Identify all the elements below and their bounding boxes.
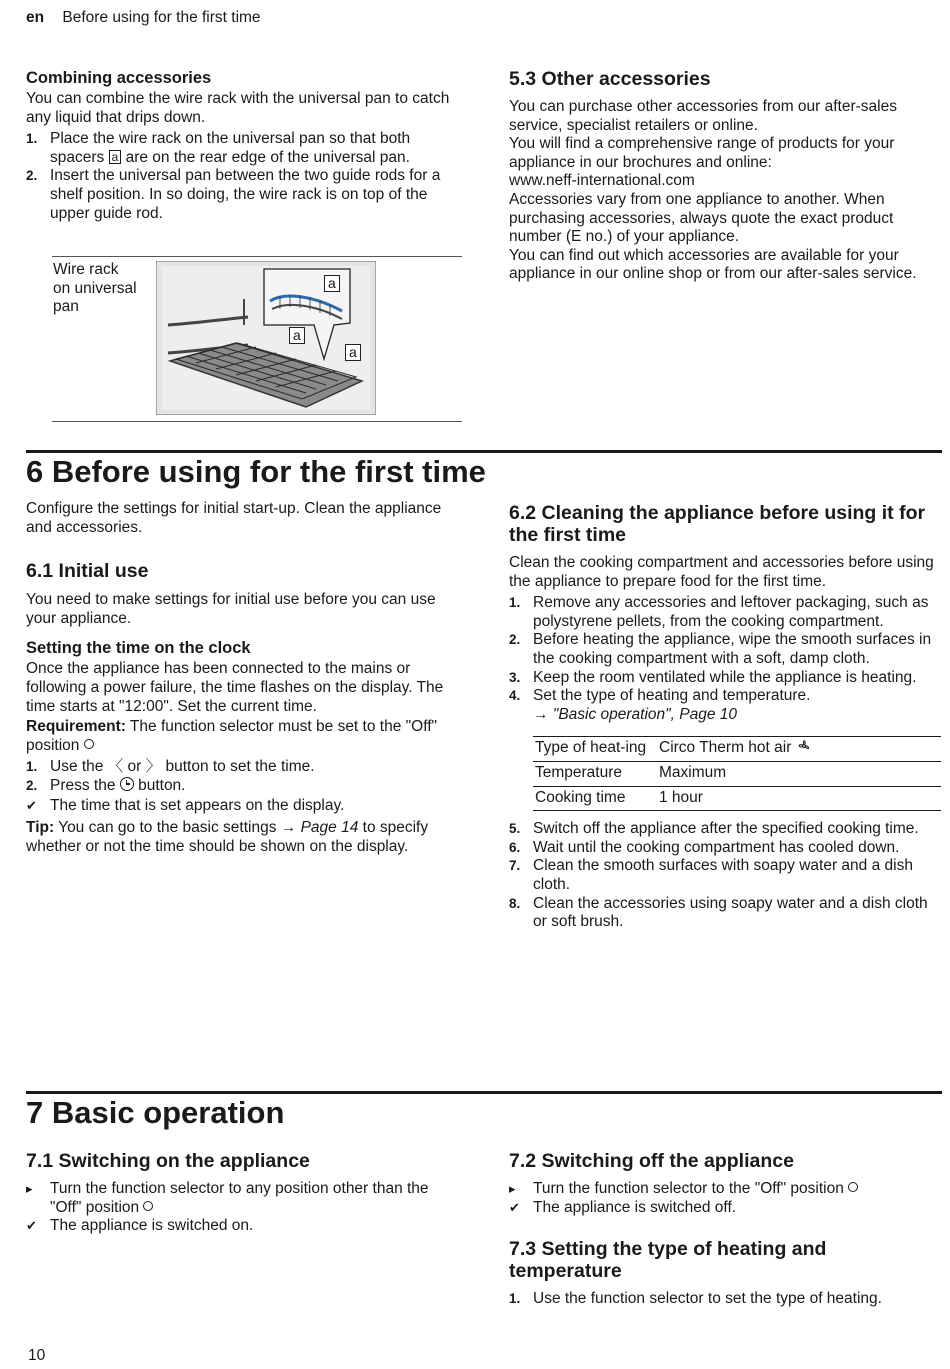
table-row: [533, 786, 941, 811]
step-text: Use the: [50, 758, 108, 776]
result-text: The appliance is switched on.: [50, 1217, 254, 1235]
checkmark-icon: ✔: [509, 1199, 520, 1215]
chapter-divider: [26, 450, 942, 453]
step-text: are on the rear edge of the universal pan.: [121, 148, 410, 166]
list-item: [509, 839, 939, 858]
step-text: Set the type of heating and temperature.: [533, 687, 811, 705]
step-text: Place the wire rack on the universal pan so that both spacers: [50, 130, 411, 166]
off-circle-icon: [143, 1201, 153, 1211]
table-row: [533, 761, 941, 786]
table-cell-value: Maximum: [657, 761, 941, 786]
step-text: Use the function selector to set the type of heating.: [533, 1290, 882, 1308]
section-heading: 7.1 Switching on the appliance: [26, 1150, 310, 1172]
step-text: Clean the smooth surfaces with soapy water and a dish cloth.: [533, 857, 913, 893]
running-title: Before using for the first time: [62, 9, 261, 26]
result-text: The appliance is switched off.: [533, 1198, 737, 1216]
action-text: Turn the function selector to the "Off" position: [533, 1180, 849, 1197]
section-heading: 7.3 Setting the type of heating and temperature: [509, 1238, 827, 1283]
paragraph: You can combine the wire rack with the universal pan to catch any liquid that drips down.: [26, 90, 450, 126]
list-item: [26, 797, 456, 816]
off-circle-icon: [84, 739, 94, 749]
paragraph: Accessories vary from one appliance to another. When purchasing accessories, always quote the exact product number (E no.) of your appliance.: [509, 190, 894, 246]
checkmark-icon: ✔: [26, 797, 37, 813]
tip-text: You can go to the basic settings: [54, 819, 281, 837]
list-item: [26, 130, 456, 167]
list-item: [26, 758, 456, 777]
arrow-left-icon: 〈: [107, 758, 124, 776]
step-number: 8.: [509, 895, 521, 911]
callout-label-a: a: [289, 327, 305, 344]
paragraph: You can purchase other accessories from our after-sales service, specialist retailers or online.: [509, 98, 897, 134]
cross-reference: [533, 706, 939, 725]
step-text: Switch off the appliance after the specified cooking time.: [533, 820, 919, 838]
list-item: [509, 687, 939, 724]
section-heading: Combining accessories: [26, 69, 212, 87]
list-item: [26, 167, 456, 223]
wire-rack-illustration: [156, 261, 376, 415]
paragraph: You can find out which accessories are available for your appliance in our online shop or from our after-sales service.: [509, 246, 917, 283]
table-cell-key: Temperature: [533, 761, 657, 786]
arrow-right-icon: 〉: [145, 758, 162, 776]
step-text: button to set the time.: [161, 758, 315, 776]
list-item: [509, 895, 939, 932]
triangle-bullet-icon: ▸: [26, 1181, 33, 1196]
list-item: [509, 1180, 939, 1199]
step-number: 3.: [509, 669, 521, 685]
list-item: [26, 1217, 456, 1236]
list-item: [26, 777, 456, 796]
step-number: 1.: [26, 759, 38, 775]
steps-list: [26, 758, 456, 795]
step-text: button.: [133, 776, 186, 794]
step-number: 2.: [26, 777, 38, 793]
arrow-reference-icon: →: [280, 819, 297, 837]
clock-icon: [120, 777, 134, 791]
step-number: 1.: [509, 595, 521, 611]
step-text: Before heating the appliance, wipe the smooth surfaces in the cooking compartment with a soft, damp cloth.: [533, 631, 932, 667]
step-text: Remove any accessories and leftover packaging, such as polystyrene pellets, from the cooking compartment.: [533, 594, 929, 630]
result-text: The time that is set appears on the display.: [50, 796, 345, 814]
step-number: 7.: [509, 858, 521, 874]
action-list: [26, 1180, 456, 1236]
checkmark-icon: ✔: [26, 1218, 37, 1234]
spacer-marker: a: [109, 150, 122, 164]
list-item: [509, 1290, 939, 1309]
section-heading: 6.2 Cleaning the appliance before using it for the first time: [509, 502, 926, 546]
step-text: Press the: [50, 776, 120, 794]
triangle-bullet-icon: ▸: [509, 1181, 516, 1196]
combining-accessories-section: [26, 68, 456, 223]
paragraph: Clean the cooking compartment and accessories before using the appliance to prepare food for the first time.: [509, 554, 934, 590]
off-circle-icon: [848, 1182, 858, 1192]
step-text: Wait until the cooking compartment has cooled down.: [533, 838, 900, 856]
chapter6-left-column: [26, 500, 456, 856]
list-item: [509, 820, 939, 839]
action-list: [509, 1180, 939, 1217]
steps-list: [509, 594, 939, 724]
language-code: en: [26, 9, 45, 26]
table-cell-key: Cooking time: [533, 786, 657, 811]
step-number: 5.: [509, 821, 521, 837]
list-item: [509, 1199, 939, 1218]
page-number: 10: [28, 1347, 46, 1364]
chapter6-right-column: [509, 502, 939, 932]
action-text: Turn the function selector to any position other than the "Off" position: [50, 1180, 429, 1216]
step-text: Keep the room ventilated while the appliance is heating.: [533, 668, 917, 686]
chapter-divider: [26, 1091, 942, 1094]
steps-list: [509, 1290, 939, 1309]
step-number: 6.: [509, 839, 521, 855]
table-cell-text: Circo Therm hot air: [659, 739, 792, 757]
requirement: [26, 718, 456, 755]
chapter-heading: 6 Before using for the first time: [26, 454, 486, 489]
callout-label-a: a: [324, 275, 340, 292]
tip-label: Tip:: [26, 819, 55, 837]
switching-on-section: [26, 1150, 456, 1236]
figure-caption: Wire rack on universal pan: [53, 261, 137, 316]
page-reference-link[interactable]: "Basic operation", Page 10: [552, 705, 738, 723]
steps-list: [509, 820, 939, 932]
figure-wire-rack: [52, 256, 462, 422]
step-number: 1.: [509, 1291, 521, 1307]
subsection-heading: Setting the time on the clock: [26, 639, 251, 658]
list-item: [509, 631, 939, 668]
page-reference-link[interactable]: Page 14: [300, 819, 359, 837]
tip: [26, 819, 456, 856]
page-header: [26, 9, 261, 28]
paragraph: Configure the settings for initial start-up. Clean the appliance and accessories.: [26, 500, 442, 536]
table-cell-value: 1 hour: [657, 786, 941, 811]
paragraph: You will find a comprehensive range of products for your appliance in our brochures and online:: [509, 135, 895, 171]
step-number: 2.: [26, 168, 38, 184]
table-cell-key: Type of heat-ing: [533, 737, 657, 762]
section-heading: 6.1 Initial use: [26, 560, 149, 583]
table-row: [533, 737, 941, 762]
requirement-label: Requirement:: [26, 718, 126, 736]
switching-off-section: [509, 1150, 939, 1309]
step-number: 2.: [509, 632, 521, 648]
list-item: [509, 594, 939, 631]
other-accessories-section: [509, 68, 939, 284]
section-heading: 5.3 Other accessories: [509, 68, 711, 90]
steps-list: [26, 130, 456, 223]
web-address: www.neff-international.com: [509, 172, 695, 190]
step-text: Insert the universal pan between the two guide rods for a shelf position. In so doing, the wire rack is on top of the upper guide rod.: [50, 167, 441, 222]
list-item: [26, 1180, 456, 1217]
list-item: [509, 669, 939, 688]
arrow-reference-icon: →: [533, 705, 549, 723]
callout-label-a: a: [345, 344, 361, 361]
paragraph: Once the appliance has been connected to the mains or following a power failure, the time flashes on the display. The time starts at "12:00". Set the current time.: [26, 660, 444, 715]
section-heading: 7.2 Switching off the appliance: [509, 1150, 794, 1172]
table-cell-value: [657, 737, 941, 762]
requirement-text: The function selector must be set to the "Off" position: [26, 718, 438, 754]
settings-table: [533, 736, 941, 811]
chapter-heading: 7 Basic operation: [26, 1095, 285, 1130]
result-list: [26, 797, 456, 816]
fan-icon: [796, 739, 812, 753]
paragraph: You need to make settings for initial use before you can use your appliance.: [26, 591, 436, 627]
tip-text: to specify whether or not the time should be shown on the display.: [26, 819, 429, 855]
list-item: [509, 857, 939, 894]
step-text: Clean the accessories using soapy water and a dish cloth or soft brush.: [533, 894, 928, 931]
step-number: 1.: [26, 131, 38, 147]
step-text: or: [123, 758, 146, 776]
step-number: 4.: [509, 688, 521, 704]
